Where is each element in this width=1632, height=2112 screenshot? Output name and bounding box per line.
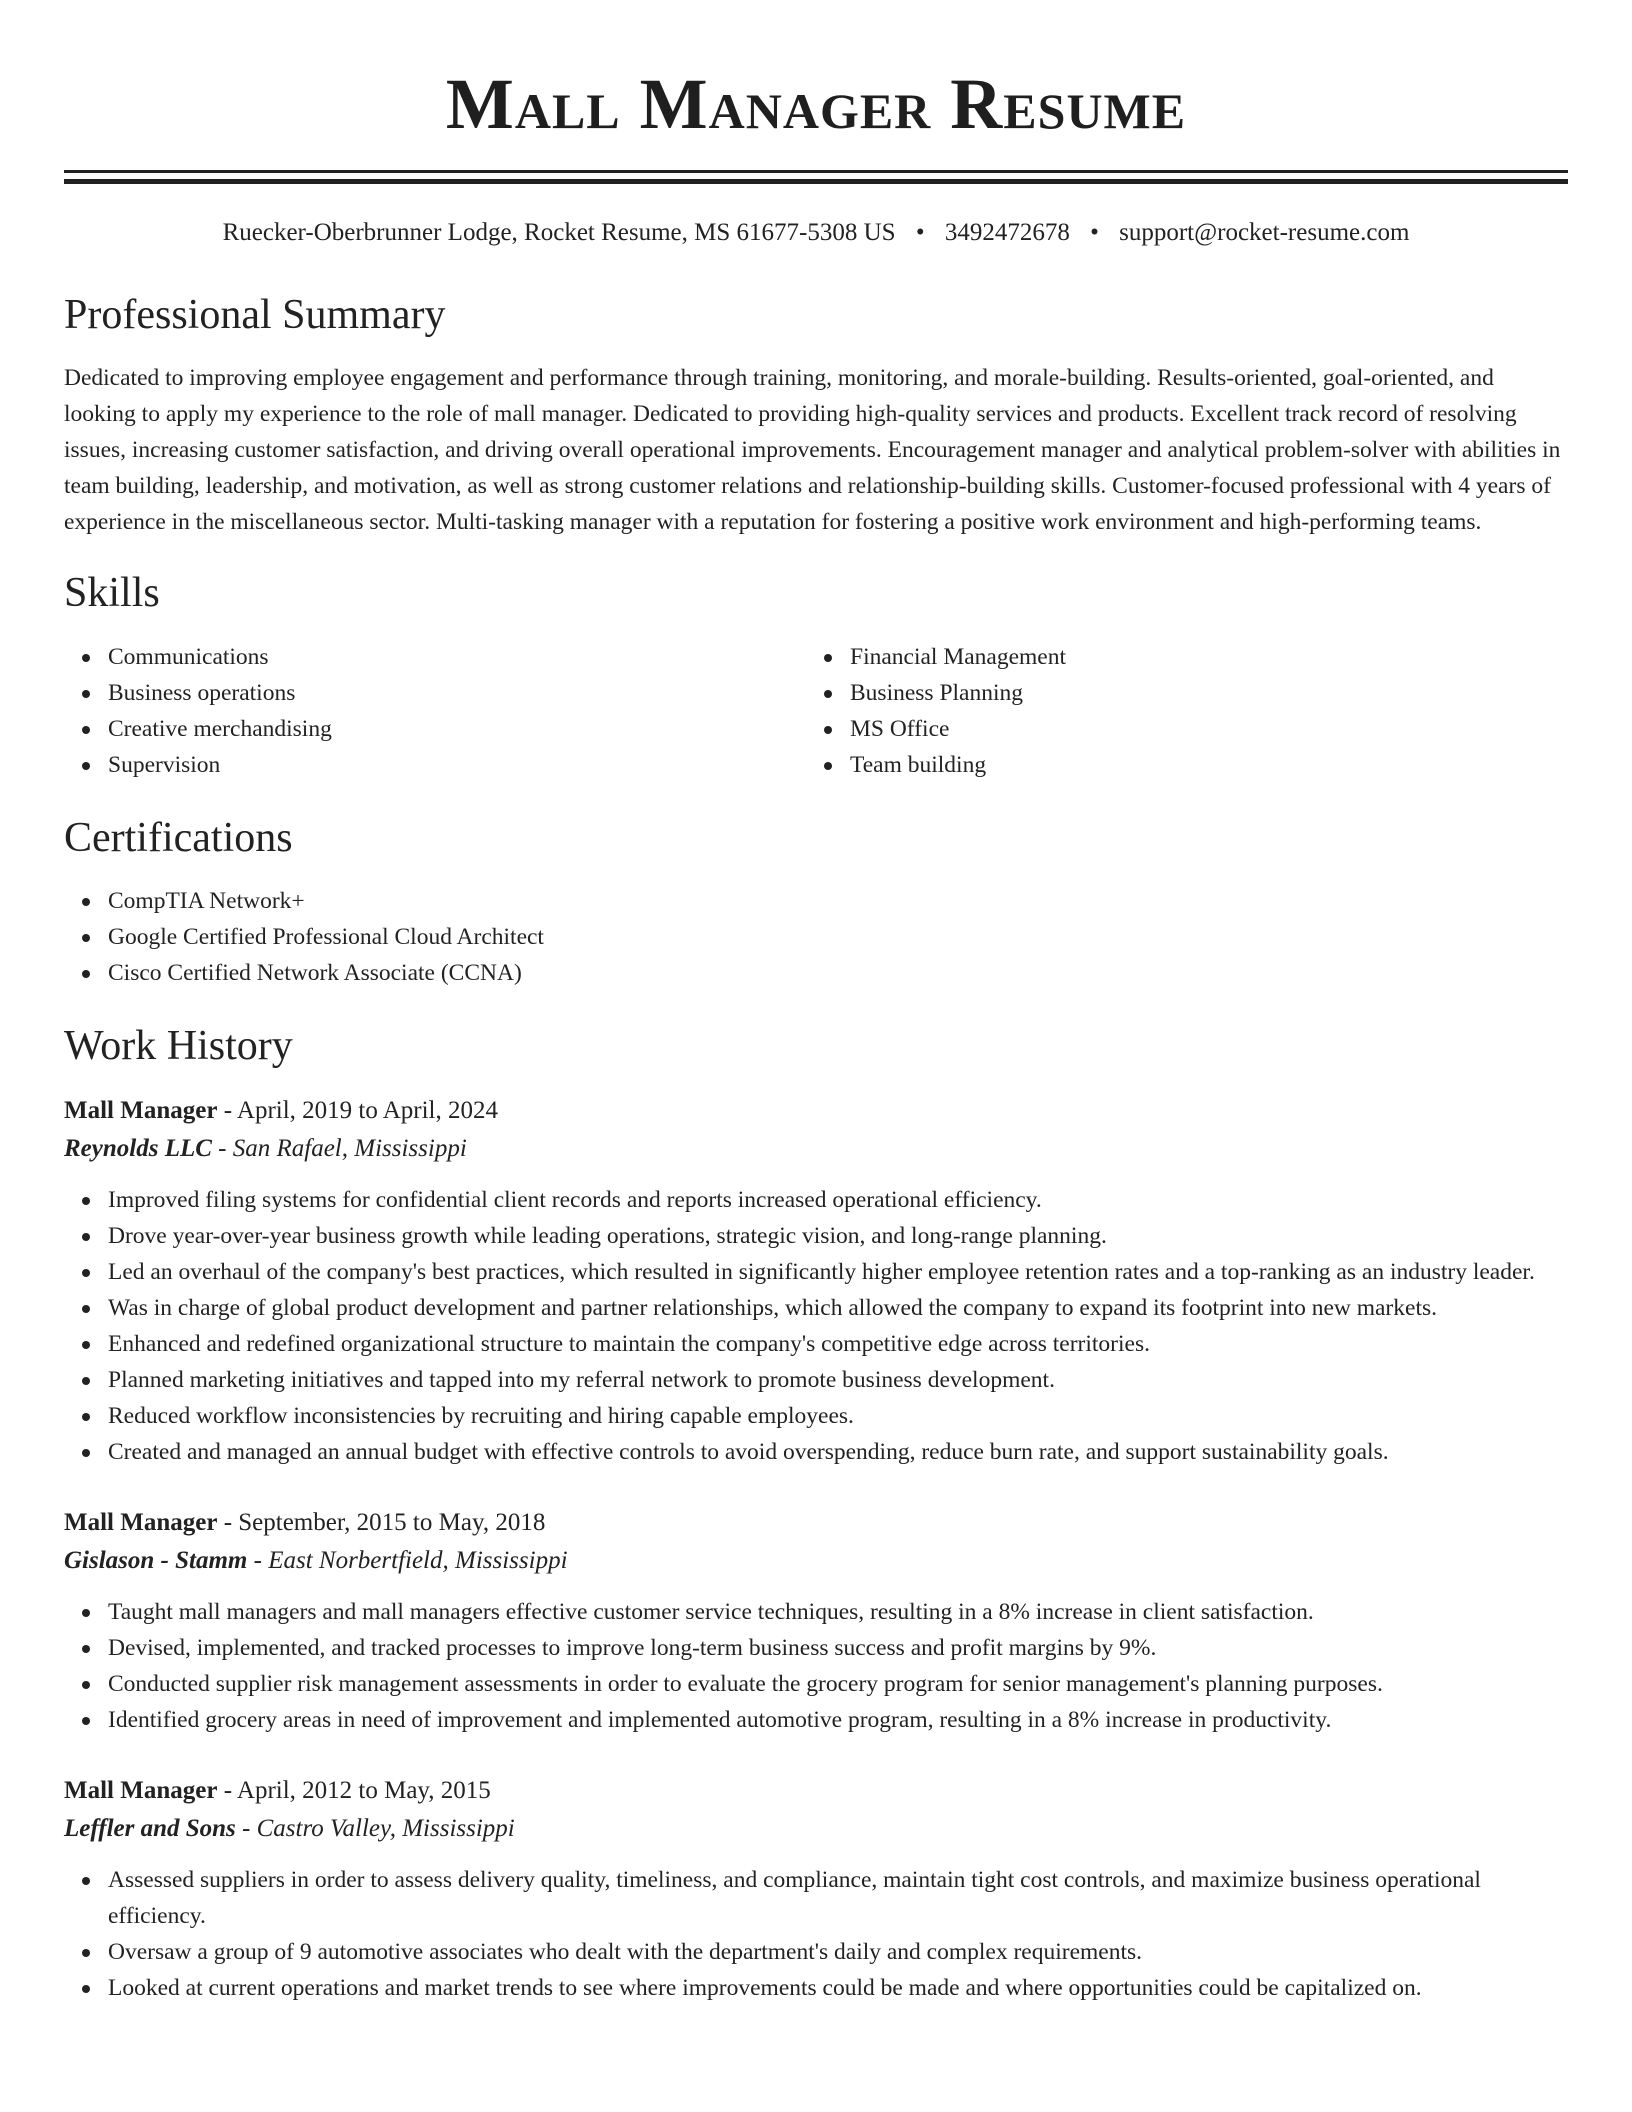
job-bullet: Improved filing systems for confidential client records and reports increased operational efficiency. [108, 1182, 1568, 1218]
job-dates: - April, 2012 to May, 2015 [217, 1776, 491, 1804]
job-title: Mall Manager [64, 1508, 218, 1536]
skill-item: MS Office [850, 711, 1548, 747]
company-name: Leffler and Sons [64, 1814, 236, 1842]
contact-line [64, 218, 1568, 248]
job-bullet: Was in charge of global product development and partner relationships, which allowed the company to expand its footprint into new markets. [108, 1290, 1568, 1326]
professional-summary-section [64, 290, 1568, 540]
skill-item: Business operations [108, 675, 806, 711]
job-title: Mall Manager [64, 1776, 218, 1804]
summary-text: Dedicated to improving employee engagement and performance through training, monitoring, and morale-building. Results-oriented, goal-oriented, and looking to apply my experience to the role of mall manager. Dedicated to providing high-quality services and products. Excellent track record of resolving issues, increasing customer satisfaction, and driving overall operational improvements. Encouragement manager and analytical problem-solver with abilities in team building, leadership, and motivation, as well as strong customer relations and relationship-building skills. Customer-focused professional with 4 years of experience in the miscellaneous sector. Multi-tasking manager with a reputation for fostering a positive work environment and high-performing teams. [64, 365, 1561, 536]
job-header [64, 1092, 1568, 1130]
certifications-section [64, 813, 1568, 991]
job-entry [64, 1772, 1568, 2006]
company-location: - Castro Valley, Mississippi [235, 1814, 515, 1842]
job-bullet: Assessed suppliers in order to assess delivery quality, timeliness, and compliance, maintain tight cost controls, and maximize business operational efficiency. [108, 1862, 1568, 1934]
job-entry [64, 1504, 1568, 1738]
skill-item: Financial Management [850, 639, 1548, 675]
job-employer [64, 1810, 1568, 1848]
company-location: - San Rafael, Mississippi [211, 1134, 467, 1162]
job-bullet: Planned marketing initiatives and tapped into my referral network to promote business development. [108, 1362, 1568, 1398]
certification-item: Google Certified Professional Cloud Architect [108, 919, 1568, 955]
job-bullet: Looked at current operations and market trends to see where improvements could be made and where opportunities could be capitalized on. [108, 1970, 1568, 2006]
skills-grid [64, 639, 1568, 783]
contact-email: support@rocket-resume.com [1119, 219, 1410, 246]
skills-column-right [806, 639, 1548, 783]
job-bullet: Identified grocery areas in need of improvement and implemented automotive program, resulting in a 8% increase in productivity. [108, 1702, 1568, 1738]
certification-list [64, 883, 1568, 991]
job-employer [64, 1542, 1568, 1580]
title-divider [64, 170, 1568, 184]
job-employer [64, 1130, 1568, 1168]
job-responsibilities [64, 1594, 1568, 1738]
certification-item: Cisco Certified Network Associate (CCNA) [108, 955, 1568, 991]
skills-section [64, 568, 1568, 782]
skill-item: Creative merchandising [108, 711, 806, 747]
job-responsibilities [64, 1862, 1568, 2006]
contact-address: Ruecker-Oberbrunner Lodge, Rocket Resume, MS 61677-5308 US [222, 219, 896, 246]
skills-column-left [64, 639, 806, 783]
job-bullet: Reduced workflow inconsistencies by recruiting and hiring capable employees. [108, 1398, 1568, 1434]
skill-item: Supervision [108, 747, 806, 783]
work-history-section [64, 1021, 1568, 2005]
section-heading: Work History [64, 1023, 293, 1070]
contact-separator: • [915, 219, 925, 246]
skill-item: Communications [108, 639, 806, 675]
contact-phone: 3492472678 [944, 219, 1070, 246]
company-location: - East Norbertfield, Mississippi [247, 1546, 568, 1574]
company-name: Reynolds LLC [64, 1134, 212, 1162]
job-header [64, 1772, 1568, 1810]
company-name: Gislason - Stamm [64, 1546, 248, 1574]
job-bullet: Devised, implemented, and tracked processes to improve long-term business success and profit margins by 9%. [108, 1630, 1568, 1666]
job-bullet: Taught mall managers and mall managers effective customer service techniques, resulting in a 8% increase in client satisfaction. [108, 1594, 1568, 1630]
job-bullet: Led an overhaul of the company's best practices, which resulted in significantly higher employee retention rates and a top-ranking as an industry leader. [108, 1254, 1568, 1290]
certification-item: CompTIA Network+ [108, 883, 1568, 919]
job-dates: - April, 2019 to April, 2024 [217, 1096, 498, 1124]
job-bullet: Conducted supplier risk management assessments in order to evaluate the grocery program for senior management's planning purposes. [108, 1666, 1568, 1702]
section-heading: Certifications [64, 814, 293, 861]
section-heading: Professional Summary [64, 292, 446, 338]
skill-item: Business Planning [850, 675, 1548, 711]
job-bullet: Oversaw a group of 9 automotive associates who dealt with the department's daily and complex requirements. [108, 1934, 1568, 1970]
job-header [64, 1504, 1568, 1542]
job-bullet: Created and managed an annual budget with effective controls to avoid overspending, reduce burn rate, and support sustainability goals. [108, 1434, 1568, 1470]
job-title: Mall Manager [64, 1096, 218, 1124]
job-entry [64, 1092, 1568, 1470]
section-heading: Skills [64, 570, 160, 617]
resume-title: Mall Manager Resume [445, 64, 1187, 144]
skill-item: Team building [850, 747, 1548, 783]
job-bullet: Drove year-over-year business growth while leading operations, strategic vision, and long-range planning. [108, 1218, 1568, 1254]
job-responsibilities [64, 1182, 1568, 1470]
job-bullet: Enhanced and redefined organizational structure to maintain the company's competitive edge across territories. [108, 1326, 1568, 1362]
job-dates: - September, 2015 to May, 2018 [217, 1508, 546, 1536]
contact-separator: • [1090, 219, 1099, 246]
